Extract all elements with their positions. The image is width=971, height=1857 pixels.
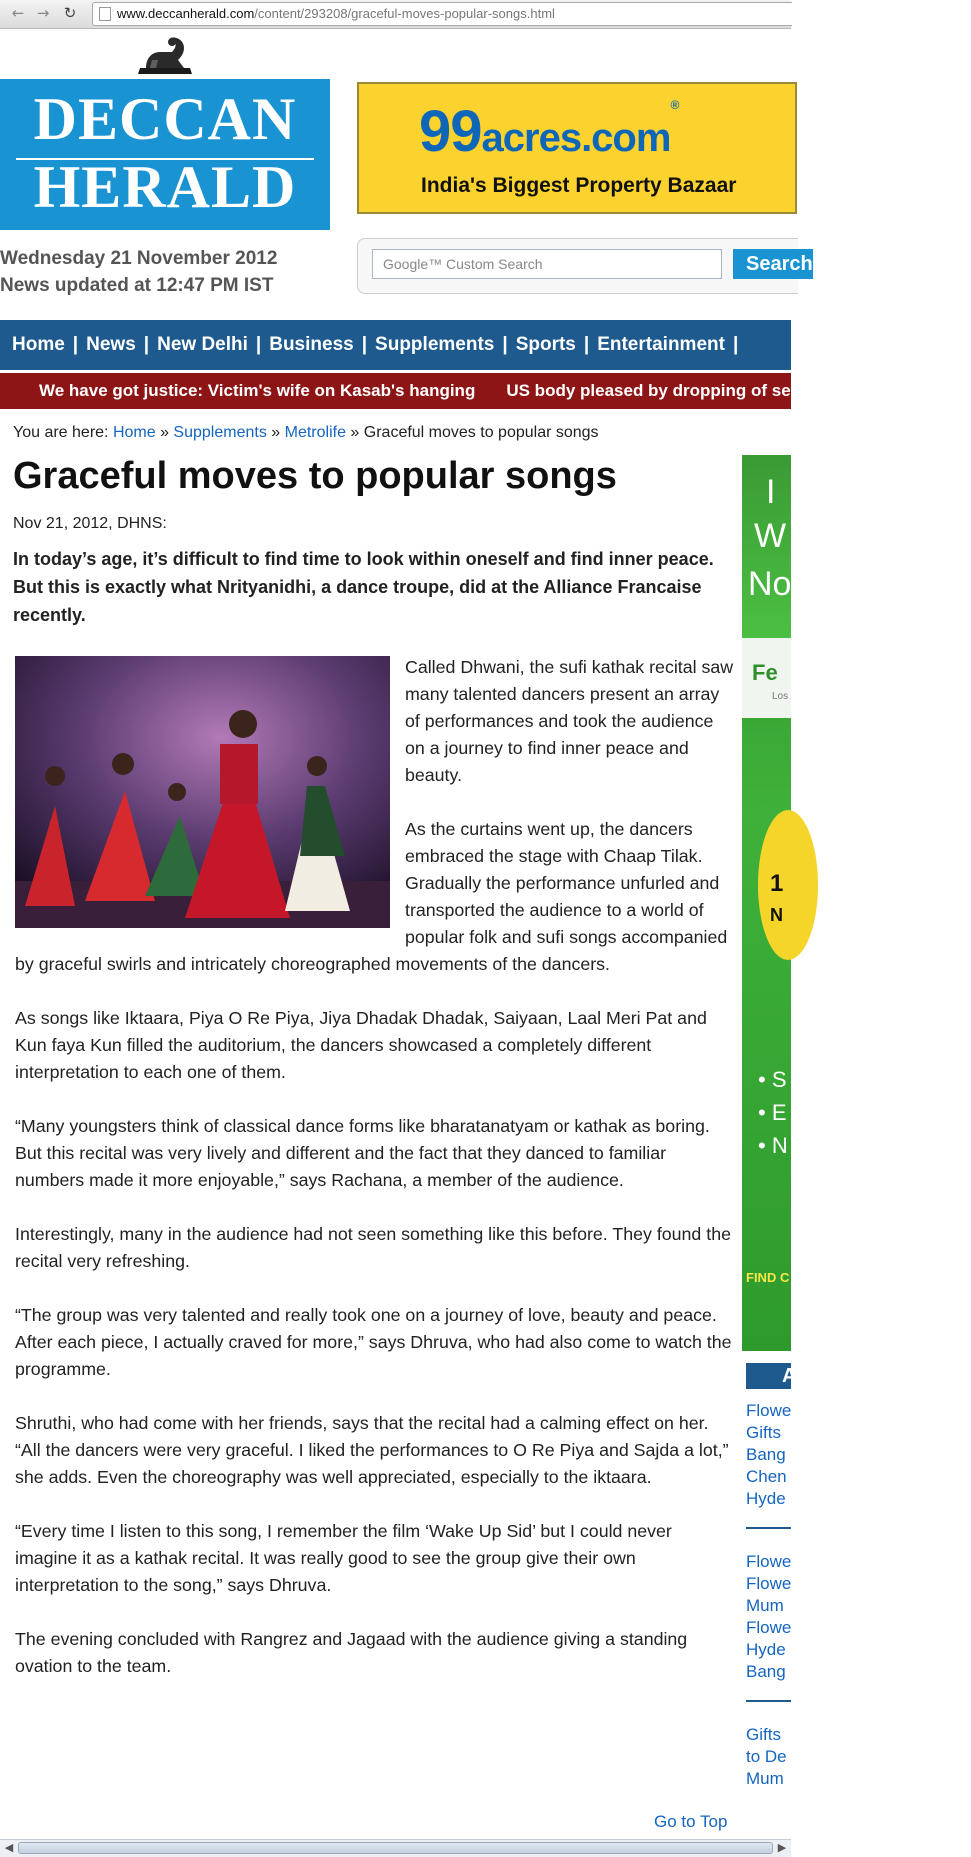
dance-performance-photo[interactable]: [15, 656, 390, 928]
nav-separator: |: [732, 334, 739, 355]
horizontal-scrollbar[interactable]: [0, 1839, 791, 1857]
article-paragraph: Shruthi, who had come with her friends, says that the recital had a calming effect on her.: [15, 1413, 709, 1433]
nav-entertainment[interactable]: Entertainment: [597, 334, 725, 355]
article-lede: In today’s age, it’s difficult to find time to look within oneself and find inner peace. But this is exactly what Nrityanidhi, a dance troupe, did at the Alliance Francaise recently.: [13, 549, 714, 625]
scroll-right-icon[interactable]: ▶: [777, 1842, 787, 1854]
rail-link[interactable]: Flowe: [746, 1401, 792, 1420]
rail-link[interactable]: Flowe: [746, 1552, 792, 1571]
nav-supplements[interactable]: Supplements: [375, 334, 495, 355]
advertisement-banner[interactable]: [357, 82, 797, 214]
rail-divider: [746, 1527, 791, 1529]
update-time: News updated at 12:47 PM IST: [0, 275, 274, 296]
nav-separator: |: [72, 334, 79, 355]
article-paragraph: The evening concluded with Rangrez and Jagaad with the audience giving a standing ovation to the team.: [15, 1629, 688, 1676]
rail-divider: [746, 1700, 791, 1702]
ad-brand-99: 99: [419, 99, 482, 164]
dateline: [0, 245, 277, 299]
nav-separator: |: [583, 334, 590, 355]
breadcrumb-supplements[interactable]: Supplements: [173, 424, 267, 441]
rail-ad-subtext: Los: [772, 691, 789, 702]
rail-ad-bullet: • E: [758, 1100, 787, 1125]
nav-separator: |: [502, 334, 508, 355]
url-text[interactable]: [117, 6, 555, 21]
breadcrumb-sep: »: [155, 424, 174, 441]
nav-news[interactable]: News: [86, 334, 136, 355]
nav-separator: |: [361, 334, 368, 355]
rail-ad-cta: FIND C: [746, 1270, 790, 1285]
ticker-item[interactable]: US body pleased by dropping of sedition charges against: [506, 381, 971, 400]
ticker-item[interactable]: We have got justice: Victim's wife on Kasab's hanging: [39, 381, 476, 400]
page-icon: [99, 7, 111, 21]
reload-icon[interactable]: ↻: [63, 4, 77, 22]
article-paragraph: Interestingly, many in the audience had not seen something like this before. They found the recital very refreshing.: [15, 1224, 731, 1271]
article-paragraph: “Many youngsters think of classical dance forms like bharatanatyam or kathak as boring. But this recital was very lively and different and the fact that they danced to familiar numbers made it more enjoyable,” says Rachana, a member of the audience.: [15, 1116, 710, 1190]
rail-ad-text: 1: [770, 870, 784, 897]
breadcrumb-sep: »: [345, 424, 364, 441]
article-body: [15, 654, 737, 1707]
breadcrumb-current: Graceful moves to popular songs: [363, 424, 599, 441]
rail-ad-text: W: [754, 517, 787, 555]
ad-brand: [419, 98, 678, 165]
rail-ad-text: No: [748, 565, 792, 603]
rail-ad-text: N: [770, 905, 783, 925]
news-ticker: [0, 373, 971, 409]
nav-sports[interactable]: Sports: [515, 334, 576, 355]
current-date: Wednesday 21 November 2012: [0, 248, 278, 269]
rail-link[interactable]: Bang: [746, 1445, 786, 1464]
rail-link[interactable]: Chen: [746, 1467, 787, 1486]
scrollbar-thumb[interactable]: [18, 1842, 773, 1854]
rail-link[interactable]: Bang: [746, 1662, 786, 1681]
nav-business[interactable]: Business: [269, 334, 354, 355]
breadcrumb-home[interactable]: Home: [112, 424, 156, 441]
go-to-top-link[interactable]: Go to Top: [654, 1812, 728, 1831]
article-paragraph: As the curtains went up, the dancers embraced the stage with Chaap Tilak. Gradually the performance unfurled and transported the audience to a world of popular folk and sufi songs accompanied by graceful swirls and intricately choreographed movements of the dancers.: [15, 819, 728, 974]
ad-tagline: India's Biggest Property Bazaar: [421, 174, 737, 197]
breadcrumb-sep: »: [266, 424, 285, 441]
ad-brand-rest: acres.com: [481, 116, 671, 160]
nav-new-delhi[interactable]: New Delhi: [157, 334, 248, 355]
nav-separator: |: [143, 334, 150, 355]
rail-links: [746, 1400, 791, 1790]
search-button[interactable]: Search: [733, 249, 813, 279]
nav-separator: |: [255, 334, 262, 355]
url-path: /content/293208/graceful-moves-popular-songs.html: [254, 6, 555, 21]
ad-brand-reg: ®: [670, 98, 679, 112]
rail-ad-bullet: • S: [758, 1067, 787, 1092]
article-paragraph: “The group was very talented and really took one on a journey of love, beauty and peace. After each piece, I actually craved for more,” says Dhruva, who had also come to watch the programme.: [15, 1305, 732, 1379]
address-bar[interactable]: [92, 2, 792, 26]
rail-link[interactable]: to De: [746, 1747, 787, 1766]
main-nav: [0, 320, 791, 370]
breadcrumb-metrolife[interactable]: Metrolife: [284, 424, 346, 441]
article-title: Graceful moves to popular songs: [13, 455, 617, 497]
logo-line-2: HERALD: [33, 154, 297, 220]
nav-home[interactable]: Home: [12, 334, 65, 355]
article-paragraph: “All the dancers were very graceful. I liked the performances to O Re Piya and Sajda a lot,” she adds. Even the choreography was well appreciated, especially to the iktaara.: [15, 1440, 729, 1487]
rail-link[interactable]: Hyde: [746, 1489, 786, 1508]
rail-link[interactable]: Flowe: [746, 1618, 792, 1637]
article-paragraph: Called Dhwani, the sufi kathak recital saw many talented dancers present an array of performances and took the audience on a journey to find inner peace and beauty.: [405, 657, 734, 785]
back-arrow-icon[interactable]: ←: [11, 4, 25, 22]
rail-link[interactable]: Flowe: [746, 1574, 792, 1593]
scroll-left-icon[interactable]: ◀: [4, 1842, 14, 1854]
site-logo[interactable]: [0, 34, 330, 230]
rail-section-header: A: [746, 1363, 791, 1389]
browser-toolbar: [0, 0, 791, 29]
rail-ad-bullet: • N: [758, 1133, 788, 1158]
rail-ad-badge: [758, 810, 818, 960]
url-host: www.deccanherald.com: [117, 6, 255, 21]
article-paragraph: As songs like Iktaara, Piya O Re Piya, Jiya Dhadak Dhadak, Saiyaan, Laal Meri Pat and Kun faya Kun filled the auditorium, the dancers showcased a completely different interpretation to each one of them.: [15, 1008, 707, 1082]
rail-link[interactable]: Mum: [746, 1769, 784, 1788]
rail-link[interactable]: Gifts: [746, 1423, 781, 1442]
rail-link[interactable]: Gifts: [746, 1725, 781, 1744]
logo-line-1: DECCAN: [33, 86, 297, 152]
breadcrumb-prefix: You are here:: [13, 424, 113, 441]
article-paragraph: “Every time I listen to this song, I remember the film ‘Wake Up Sid’ but I could never imagine it as a kathak recital. It was really good to see the group give their own interpretation to the song,” says Dhruva.: [15, 1521, 672, 1595]
article-byline: Nov 21, 2012, DHNS:: [13, 515, 167, 532]
forward-arrow-icon[interactable]: →: [36, 4, 50, 22]
lion-emblem-icon: [132, 34, 198, 76]
search-input[interactable]: [372, 249, 722, 279]
rail-link[interactable]: Mum: [746, 1596, 784, 1615]
rail-ad-text: I: [766, 473, 776, 511]
rail-ad-brand: Fe: [752, 660, 778, 685]
breadcrumb: [13, 424, 599, 442]
rail-link[interactable]: Hyde: [746, 1640, 786, 1659]
logo-box: [0, 79, 330, 230]
search-box: [357, 238, 813, 294]
sidebar-advertisement[interactable]: [742, 455, 791, 1351]
